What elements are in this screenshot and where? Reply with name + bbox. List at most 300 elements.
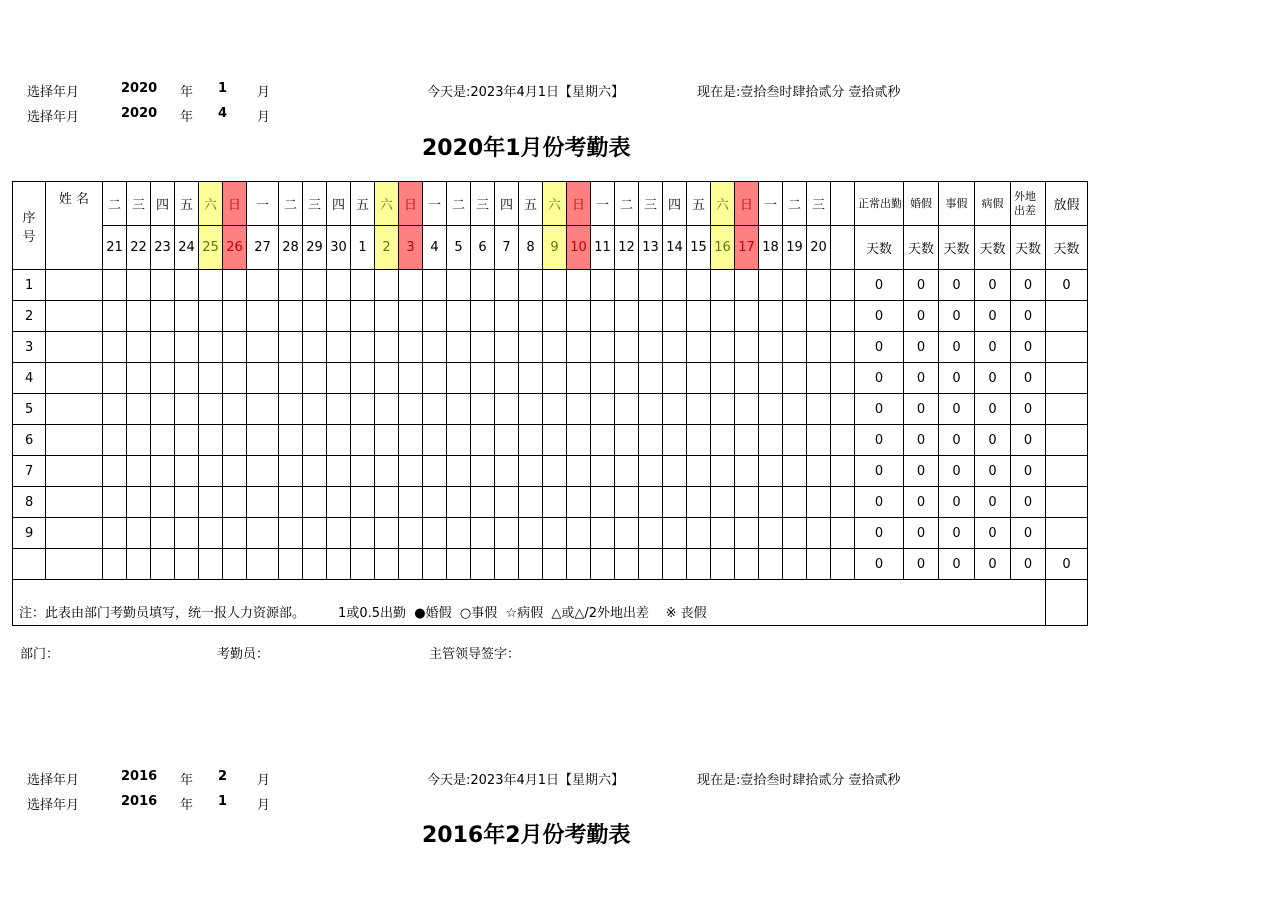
attendance-cell[interactable] xyxy=(663,456,687,487)
attendance-cell[interactable] xyxy=(447,332,471,363)
attendance-cell[interactable] xyxy=(567,456,591,487)
attendance-cell[interactable] xyxy=(831,487,855,518)
attendance-cell[interactable] xyxy=(127,394,151,425)
attendance-cell[interactable] xyxy=(223,456,247,487)
attendance-cell[interactable] xyxy=(199,456,223,487)
attendance-cell[interactable] xyxy=(615,363,639,394)
attendance-cell[interactable] xyxy=(687,549,711,580)
attendance-cell[interactable] xyxy=(279,332,303,363)
attendance-cell[interactable] xyxy=(615,270,639,301)
attendance-cell[interactable] xyxy=(711,394,735,425)
attendance-cell[interactable] xyxy=(327,518,351,549)
attendance-cell[interactable] xyxy=(759,270,783,301)
attendance-cell[interactable] xyxy=(151,456,175,487)
attendance-cell[interactable] xyxy=(711,332,735,363)
attendance-cell[interactable] xyxy=(399,363,423,394)
attendance-cell[interactable] xyxy=(591,487,615,518)
attendance-cell[interactable] xyxy=(103,394,127,425)
attendance-cell[interactable] xyxy=(175,394,199,425)
attendance-cell[interactable] xyxy=(735,363,759,394)
attendance-cell[interactable] xyxy=(103,456,127,487)
attendance-cell[interactable] xyxy=(639,456,663,487)
attendance-cell[interactable] xyxy=(735,394,759,425)
attendance-cell[interactable] xyxy=(543,518,567,549)
attendance-cell[interactable] xyxy=(423,394,447,425)
attendance-cell[interactable] xyxy=(663,332,687,363)
attendance-cell[interactable] xyxy=(399,456,423,487)
attendance-cell[interactable] xyxy=(327,301,351,332)
attendance-cell[interactable] xyxy=(351,394,375,425)
attendance-cell[interactable] xyxy=(127,363,151,394)
attendance-cell[interactable] xyxy=(423,270,447,301)
attendance-cell[interactable] xyxy=(199,487,223,518)
attendance-cell[interactable] xyxy=(127,270,151,301)
attendance-cell[interactable] xyxy=(783,270,807,301)
attendance-cell[interactable] xyxy=(639,425,663,456)
attendance-cell[interactable] xyxy=(759,518,783,549)
attendance-cell[interactable] xyxy=(567,487,591,518)
attendance-cell[interactable] xyxy=(471,270,495,301)
attendance-cell[interactable] xyxy=(223,425,247,456)
attendance-cell[interactable] xyxy=(831,425,855,456)
attendance-cell[interactable] xyxy=(831,270,855,301)
attendance-cell[interactable] xyxy=(279,425,303,456)
attendance-cell[interactable] xyxy=(375,394,399,425)
attendance-cell[interactable] xyxy=(543,270,567,301)
attendance-cell[interactable] xyxy=(399,487,423,518)
attendance-cell[interactable] xyxy=(831,518,855,549)
attendance-cell[interactable] xyxy=(687,487,711,518)
name-cell[interactable] xyxy=(46,332,103,363)
attendance-cell[interactable] xyxy=(615,425,639,456)
attendance-cell[interactable] xyxy=(279,487,303,518)
attendance-cell[interactable] xyxy=(687,456,711,487)
attendance-cell[interactable] xyxy=(543,425,567,456)
attendance-cell[interactable] xyxy=(103,549,127,580)
attendance-cell[interactable] xyxy=(711,425,735,456)
attendance-cell[interactable] xyxy=(279,301,303,332)
attendance-cell[interactable] xyxy=(567,301,591,332)
attendance-cell[interactable] xyxy=(223,301,247,332)
attendance-cell[interactable] xyxy=(543,394,567,425)
attendance-cell[interactable] xyxy=(351,363,375,394)
attendance-cell[interactable] xyxy=(303,425,327,456)
attendance-cell[interactable] xyxy=(351,549,375,580)
attendance-cell[interactable] xyxy=(175,363,199,394)
attendance-cell[interactable] xyxy=(519,425,543,456)
attendance-cell[interactable] xyxy=(615,549,639,580)
attendance-cell[interactable] xyxy=(175,270,199,301)
attendance-cell[interactable] xyxy=(399,332,423,363)
attendance-cell[interactable] xyxy=(375,456,399,487)
attendance-cell[interactable] xyxy=(519,487,543,518)
attendance-cell[interactable] xyxy=(423,363,447,394)
attendance-cell[interactable] xyxy=(375,332,399,363)
attendance-cell[interactable] xyxy=(783,301,807,332)
attendance-cell[interactable] xyxy=(175,301,199,332)
attendance-cell[interactable] xyxy=(127,487,151,518)
attendance-cell[interactable] xyxy=(199,332,223,363)
attendance-cell[interactable] xyxy=(663,425,687,456)
attendance-cell[interactable] xyxy=(591,425,615,456)
attendance-cell[interactable] xyxy=(223,363,247,394)
attendance-cell[interactable] xyxy=(279,270,303,301)
attendance-cell[interactable] xyxy=(423,301,447,332)
attendance-cell[interactable] xyxy=(303,487,327,518)
attendance-cell[interactable] xyxy=(151,487,175,518)
attendance-cell[interactable] xyxy=(495,425,519,456)
attendance-cell[interactable] xyxy=(223,487,247,518)
attendance-cell[interactable] xyxy=(327,487,351,518)
attendance-cell[interactable] xyxy=(615,487,639,518)
attendance-cell[interactable] xyxy=(447,363,471,394)
attendance-cell[interactable] xyxy=(567,425,591,456)
attendance-cell[interactable] xyxy=(399,425,423,456)
attendance-cell[interactable] xyxy=(199,394,223,425)
attendance-cell[interactable] xyxy=(447,270,471,301)
attendance-cell[interactable] xyxy=(711,549,735,580)
attendance-cell[interactable] xyxy=(103,270,127,301)
attendance-cell[interactable] xyxy=(495,518,519,549)
attendance-cell[interactable] xyxy=(351,301,375,332)
attendance-cell[interactable] xyxy=(735,270,759,301)
attendance-cell[interactable] xyxy=(127,301,151,332)
attendance-cell[interactable] xyxy=(151,270,175,301)
attendance-cell[interactable] xyxy=(247,363,279,394)
attendance-cell[interactable] xyxy=(759,332,783,363)
attendance-cell[interactable] xyxy=(687,425,711,456)
attendance-cell[interactable] xyxy=(175,518,199,549)
attendance-cell[interactable] xyxy=(687,301,711,332)
attendance-cell[interactable] xyxy=(447,549,471,580)
attendance-cell[interactable] xyxy=(567,363,591,394)
attendance-cell[interactable] xyxy=(151,332,175,363)
attendance-cell[interactable] xyxy=(327,549,351,580)
attendance-cell[interactable] xyxy=(519,518,543,549)
attendance-cell[interactable] xyxy=(151,549,175,580)
attendance-cell[interactable] xyxy=(127,425,151,456)
attendance-cell[interactable] xyxy=(375,549,399,580)
attendance-cell[interactable] xyxy=(327,394,351,425)
name-cell[interactable] xyxy=(46,425,103,456)
attendance-cell[interactable] xyxy=(759,363,783,394)
attendance-cell[interactable] xyxy=(199,425,223,456)
attendance-cell[interactable] xyxy=(423,425,447,456)
attendance-cell[interactable] xyxy=(399,301,423,332)
attendance-cell[interactable] xyxy=(495,363,519,394)
attendance-cell[interactable] xyxy=(543,456,567,487)
month-select-4[interactable]: 1 xyxy=(218,794,228,809)
attendance-cell[interactable] xyxy=(471,394,495,425)
attendance-cell[interactable] xyxy=(783,332,807,363)
attendance-cell[interactable] xyxy=(423,456,447,487)
attendance-cell[interactable] xyxy=(663,270,687,301)
attendance-cell[interactable] xyxy=(615,301,639,332)
attendance-cell[interactable] xyxy=(567,270,591,301)
attendance-cell[interactable] xyxy=(831,549,855,580)
attendance-cell[interactable] xyxy=(591,301,615,332)
attendance-cell[interactable] xyxy=(807,270,831,301)
attendance-cell[interactable] xyxy=(247,394,279,425)
attendance-cell[interactable] xyxy=(303,332,327,363)
attendance-cell[interactable] xyxy=(247,301,279,332)
attendance-cell[interactable] xyxy=(495,487,519,518)
attendance-cell[interactable] xyxy=(639,487,663,518)
attendance-cell[interactable] xyxy=(351,270,375,301)
attendance-cell[interactable] xyxy=(247,549,279,580)
attendance-cell[interactable] xyxy=(783,518,807,549)
attendance-cell[interactable] xyxy=(199,518,223,549)
attendance-cell[interactable] xyxy=(591,270,615,301)
attendance-cell[interactable] xyxy=(543,549,567,580)
attendance-cell[interactable] xyxy=(303,456,327,487)
attendance-cell[interactable] xyxy=(351,425,375,456)
attendance-cell[interactable] xyxy=(351,487,375,518)
attendance-cell[interactable] xyxy=(423,549,447,580)
attendance-cell[interactable] xyxy=(783,549,807,580)
attendance-cell[interactable] xyxy=(759,549,783,580)
attendance-cell[interactable] xyxy=(519,394,543,425)
month-select-2[interactable]: 4 xyxy=(218,106,228,121)
attendance-cell[interactable] xyxy=(567,549,591,580)
attendance-cell[interactable] xyxy=(151,301,175,332)
attendance-cell[interactable] xyxy=(687,332,711,363)
attendance-cell[interactable] xyxy=(519,270,543,301)
attendance-cell[interactable] xyxy=(735,425,759,456)
attendance-cell[interactable] xyxy=(519,456,543,487)
attendance-cell[interactable] xyxy=(831,456,855,487)
attendance-cell[interactable] xyxy=(807,549,831,580)
attendance-cell[interactable] xyxy=(247,270,279,301)
attendance-cell[interactable] xyxy=(759,394,783,425)
name-cell[interactable] xyxy=(46,394,103,425)
attendance-cell[interactable] xyxy=(639,549,663,580)
attendance-cell[interactable] xyxy=(639,270,663,301)
attendance-cell[interactable] xyxy=(279,456,303,487)
attendance-cell[interactable] xyxy=(783,456,807,487)
attendance-cell[interactable] xyxy=(783,425,807,456)
attendance-cell[interactable] xyxy=(279,394,303,425)
attendance-cell[interactable] xyxy=(223,270,247,301)
attendance-cell[interactable] xyxy=(151,518,175,549)
attendance-cell[interactable] xyxy=(127,332,151,363)
attendance-cell[interactable] xyxy=(639,301,663,332)
attendance-cell[interactable] xyxy=(423,518,447,549)
attendance-cell[interactable] xyxy=(615,518,639,549)
attendance-cell[interactable] xyxy=(495,394,519,425)
attendance-cell[interactable] xyxy=(687,394,711,425)
attendance-cell[interactable] xyxy=(223,549,247,580)
attendance-cell[interactable] xyxy=(543,301,567,332)
attendance-cell[interactable] xyxy=(303,394,327,425)
attendance-cell[interactable] xyxy=(103,301,127,332)
attendance-cell[interactable] xyxy=(639,394,663,425)
attendance-cell[interactable] xyxy=(471,363,495,394)
attendance-cell[interactable] xyxy=(375,363,399,394)
attendance-cell[interactable] xyxy=(471,549,495,580)
attendance-cell[interactable] xyxy=(495,332,519,363)
attendance-cell[interactable] xyxy=(687,363,711,394)
attendance-cell[interactable] xyxy=(495,456,519,487)
attendance-cell[interactable] xyxy=(807,456,831,487)
attendance-cell[interactable] xyxy=(615,332,639,363)
attendance-cell[interactable] xyxy=(247,425,279,456)
attendance-cell[interactable] xyxy=(327,270,351,301)
attendance-cell[interactable] xyxy=(591,549,615,580)
name-cell[interactable] xyxy=(46,363,103,394)
attendance-cell[interactable] xyxy=(663,549,687,580)
attendance-cell[interactable] xyxy=(519,301,543,332)
attendance-cell[interactable] xyxy=(591,518,615,549)
attendance-cell[interactable] xyxy=(103,425,127,456)
attendance-cell[interactable] xyxy=(247,487,279,518)
attendance-cell[interactable] xyxy=(399,270,423,301)
attendance-cell[interactable] xyxy=(279,363,303,394)
attendance-cell[interactable] xyxy=(807,332,831,363)
attendance-cell[interactable] xyxy=(447,518,471,549)
year-select-3[interactable]: 2016 xyxy=(121,769,158,784)
attendance-cell[interactable] xyxy=(711,456,735,487)
attendance-cell[interactable] xyxy=(735,487,759,518)
attendance-cell[interactable] xyxy=(279,518,303,549)
name-cell[interactable] xyxy=(46,518,103,549)
year-select-4[interactable]: 2016 xyxy=(121,794,158,809)
attendance-cell[interactable] xyxy=(807,425,831,456)
attendance-cell[interactable] xyxy=(735,332,759,363)
attendance-cell[interactable] xyxy=(615,456,639,487)
attendance-cell[interactable] xyxy=(103,487,127,518)
attendance-cell[interactable] xyxy=(447,425,471,456)
attendance-cell[interactable] xyxy=(783,394,807,425)
attendance-cell[interactable] xyxy=(423,487,447,518)
attendance-cell[interactable] xyxy=(103,332,127,363)
attendance-cell[interactable] xyxy=(519,549,543,580)
attendance-cell[interactable] xyxy=(807,363,831,394)
attendance-cell[interactable] xyxy=(223,394,247,425)
attendance-cell[interactable] xyxy=(375,425,399,456)
attendance-cell[interactable] xyxy=(199,301,223,332)
attendance-cell[interactable] xyxy=(247,518,279,549)
attendance-cell[interactable] xyxy=(807,518,831,549)
attendance-cell[interactable] xyxy=(375,270,399,301)
attendance-cell[interactable] xyxy=(471,456,495,487)
attendance-cell[interactable] xyxy=(543,487,567,518)
name-cell[interactable] xyxy=(46,487,103,518)
attendance-cell[interactable] xyxy=(375,301,399,332)
attendance-cell[interactable] xyxy=(543,332,567,363)
attendance-cell[interactable] xyxy=(735,518,759,549)
attendance-cell[interactable] xyxy=(303,301,327,332)
attendance-cell[interactable] xyxy=(247,456,279,487)
attendance-cell[interactable] xyxy=(567,518,591,549)
attendance-cell[interactable] xyxy=(807,301,831,332)
attendance-cell[interactable] xyxy=(175,456,199,487)
attendance-cell[interactable] xyxy=(591,394,615,425)
attendance-cell[interactable] xyxy=(495,301,519,332)
attendance-cell[interactable] xyxy=(663,518,687,549)
attendance-cell[interactable] xyxy=(327,363,351,394)
attendance-cell[interactable] xyxy=(199,549,223,580)
attendance-cell[interactable] xyxy=(519,363,543,394)
name-cell[interactable] xyxy=(46,456,103,487)
attendance-cell[interactable] xyxy=(663,394,687,425)
attendance-cell[interactable] xyxy=(351,332,375,363)
attendance-cell[interactable] xyxy=(687,270,711,301)
attendance-cell[interactable] xyxy=(735,301,759,332)
attendance-cell[interactable] xyxy=(495,270,519,301)
attendance-cell[interactable] xyxy=(783,487,807,518)
attendance-cell[interactable] xyxy=(711,363,735,394)
attendance-cell[interactable] xyxy=(807,394,831,425)
attendance-cell[interactable] xyxy=(199,270,223,301)
attendance-cell[interactable] xyxy=(759,487,783,518)
attendance-cell[interactable] xyxy=(151,425,175,456)
attendance-cell[interactable] xyxy=(175,487,199,518)
attendance-cell[interactable] xyxy=(303,363,327,394)
attendance-cell[interactable] xyxy=(375,518,399,549)
attendance-cell[interactable] xyxy=(471,487,495,518)
attendance-cell[interactable] xyxy=(399,518,423,549)
attendance-cell[interactable] xyxy=(303,270,327,301)
attendance-cell[interactable] xyxy=(639,363,663,394)
attendance-cell[interactable] xyxy=(127,549,151,580)
attendance-cell[interactable] xyxy=(639,332,663,363)
year-select-1[interactable]: 2020 xyxy=(121,81,158,96)
attendance-cell[interactable] xyxy=(175,425,199,456)
attendance-cell[interactable] xyxy=(447,456,471,487)
attendance-cell[interactable] xyxy=(223,332,247,363)
attendance-cell[interactable] xyxy=(127,518,151,549)
attendance-cell[interactable] xyxy=(663,363,687,394)
attendance-cell[interactable] xyxy=(831,301,855,332)
attendance-cell[interactable] xyxy=(471,518,495,549)
attendance-cell[interactable] xyxy=(447,394,471,425)
attendance-cell[interactable] xyxy=(223,518,247,549)
attendance-cell[interactable] xyxy=(375,487,399,518)
attendance-cell[interactable] xyxy=(759,425,783,456)
attendance-cell[interactable] xyxy=(399,549,423,580)
attendance-cell[interactable] xyxy=(471,332,495,363)
attendance-cell[interactable] xyxy=(711,518,735,549)
attendance-cell[interactable] xyxy=(519,332,543,363)
year-select-2[interactable]: 2020 xyxy=(121,106,158,121)
attendance-cell[interactable] xyxy=(711,487,735,518)
attendance-cell[interactable] xyxy=(831,363,855,394)
attendance-cell[interactable] xyxy=(327,456,351,487)
attendance-cell[interactable] xyxy=(831,394,855,425)
attendance-cell[interactable] xyxy=(663,487,687,518)
attendance-cell[interactable] xyxy=(615,394,639,425)
attendance-cell[interactable] xyxy=(127,456,151,487)
name-cell[interactable] xyxy=(46,270,103,301)
attendance-cell[interactable] xyxy=(639,518,663,549)
name-cell[interactable] xyxy=(46,301,103,332)
attendance-cell[interactable] xyxy=(687,518,711,549)
attendance-cell[interactable] xyxy=(783,363,807,394)
attendance-cell[interactable] xyxy=(711,301,735,332)
attendance-cell[interactable] xyxy=(471,425,495,456)
attendance-cell[interactable] xyxy=(279,549,303,580)
attendance-cell[interactable] xyxy=(303,549,327,580)
attendance-cell[interactable] xyxy=(247,332,279,363)
attendance-cell[interactable] xyxy=(495,549,519,580)
attendance-cell[interactable] xyxy=(807,487,831,518)
attendance-cell[interactable] xyxy=(567,394,591,425)
attendance-cell[interactable] xyxy=(591,363,615,394)
attendance-cell[interactable] xyxy=(151,394,175,425)
attendance-cell[interactable] xyxy=(351,518,375,549)
attendance-cell[interactable] xyxy=(447,487,471,518)
